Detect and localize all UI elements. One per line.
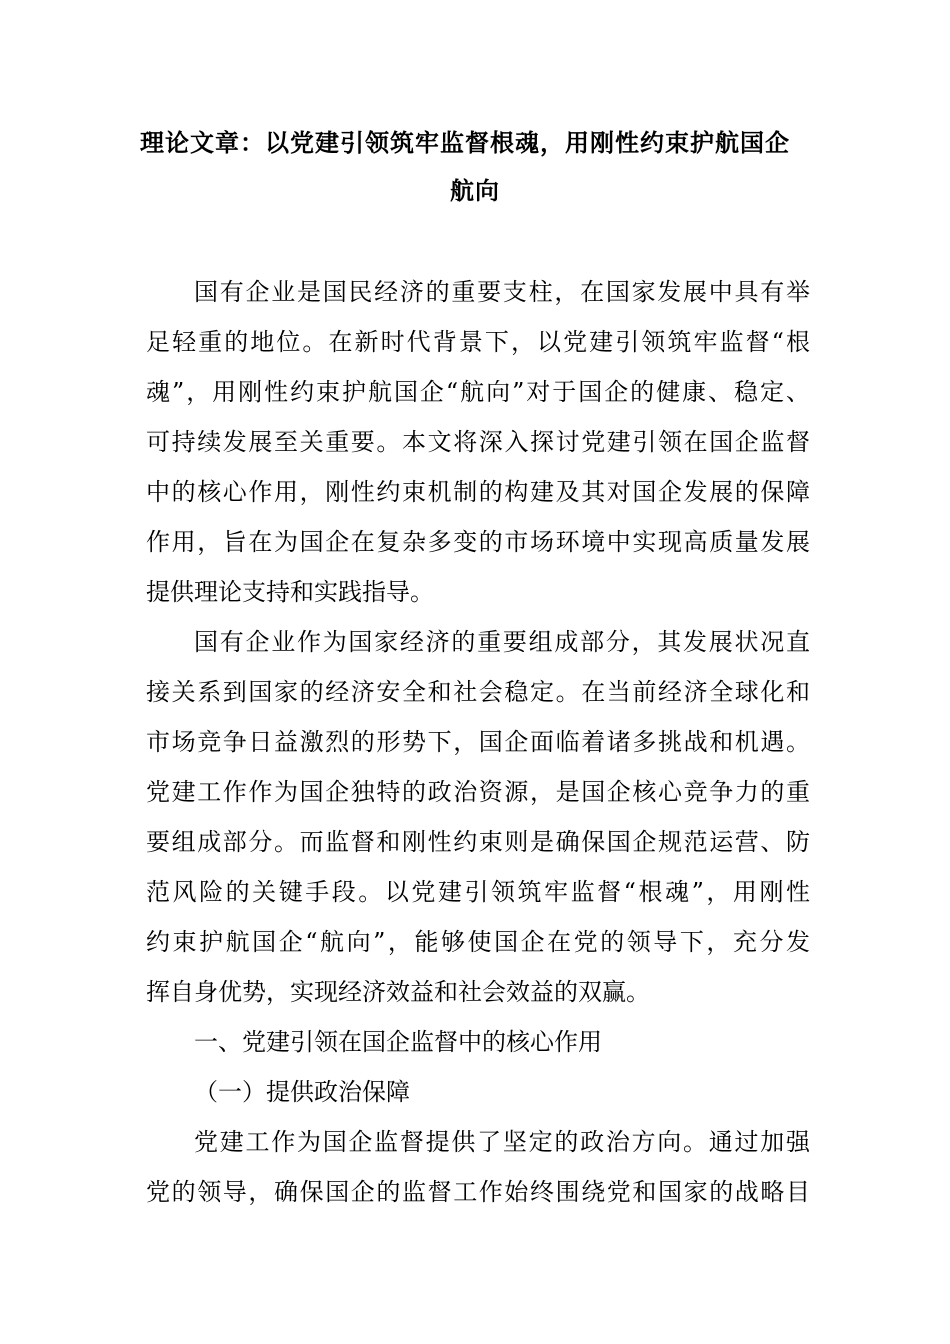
paragraph-line: 魂”，用刚性约束护航国企“航向”对于国企的健康、稳定、 xyxy=(146,378,810,406)
paragraph-line: 中的核心作用，刚性约束机制的构建及其对国企发展的保障 xyxy=(146,478,810,506)
paragraph-line: 党建工作为国企监督提供了坚定的政治方向。通过加强 xyxy=(194,1128,810,1156)
paragraph-line: 提供理论支持和实践指导。 xyxy=(146,578,434,606)
subsection-heading: （一）提供政治保障 xyxy=(194,1078,410,1106)
paragraph-line: 作用，旨在为国企在复杂多变的市场环境中实现高质量发展 xyxy=(146,528,810,556)
paragraph-line: 市场竞争日益激烈的形势下，国企面临着诸多挑战和机遇。 xyxy=(146,728,810,756)
paragraph-line: 要组成部分。而监督和刚性约束则是确保国企规范运营、防 xyxy=(146,828,810,856)
paragraph-line: 党的领导，确保国企的监督工作始终围绕党和国家的战略目 xyxy=(146,1178,810,1206)
paragraph-line: 挥自身优势，实现经济效益和社会效益的双赢。 xyxy=(146,978,650,1006)
section-heading: 一、党建引领在国企监督中的核心作用 xyxy=(194,1028,602,1056)
paragraph-line: 国有企业作为国家经济的重要组成部分，其发展状况直 xyxy=(194,628,810,656)
paragraph-line: 党建工作作为国企独特的政治资源，是国企核心竞争力的重 xyxy=(146,778,810,806)
paragraph-line: 约束护航国企“航向”，能够使国企在党的领导下，充分发 xyxy=(146,928,810,956)
paragraph-line: 足轻重的地位。在新时代背景下，以党建引领筑牢监督“根 xyxy=(146,328,810,356)
paragraph-line: 范风险的关键手段。以党建引领筑牢监督“根魂”，用刚性 xyxy=(146,878,810,906)
paragraph-line: 可持续发展至关重要。本文将深入探讨党建引领在国企监督 xyxy=(146,428,810,456)
document-title-line-2: 航向 xyxy=(450,176,500,205)
document-title-line-1: 理论文章：以党建引领筑牢监督根魂，用刚性约束护航国企 xyxy=(140,128,790,157)
paragraph-line: 接关系到国家的经济安全和社会稳定。在当前经济全球化和 xyxy=(146,678,810,706)
paragraph-line: 国有企业是国民经济的重要支柱，在国家发展中具有举 xyxy=(194,278,810,306)
